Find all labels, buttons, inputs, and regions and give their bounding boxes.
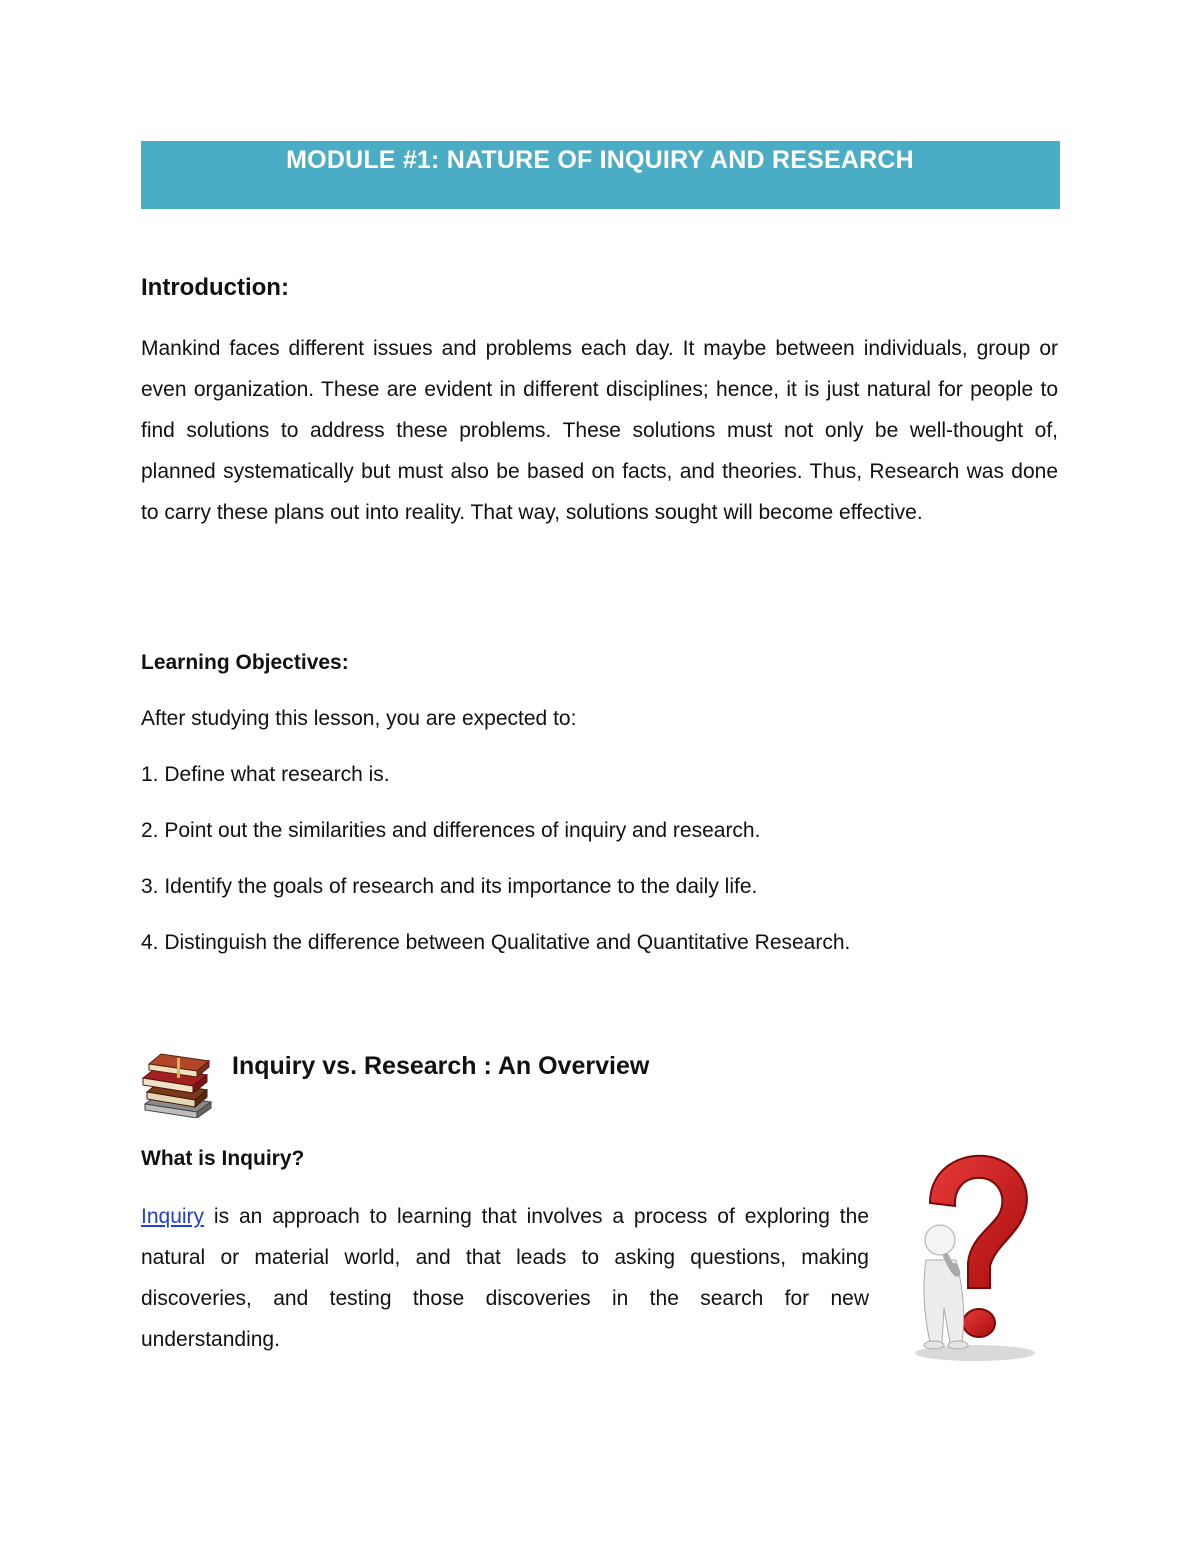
objective-item: 2. Point out the similarities and differences of inquiry and research. (141, 819, 761, 842)
objective-item: 4. Distinguish the difference between Qualitative and Quantitative Research. (141, 931, 851, 954)
objective-item: 1. Define what research is. (141, 763, 390, 786)
inquiry-paragraph (141, 1196, 869, 1360)
question-mark-figure-icon (900, 1148, 1040, 1368)
objectives-heading: Learning Objectives: (141, 651, 349, 674)
overview-heading: Inquiry vs. Research : An Overview (232, 1052, 650, 1080)
module-title: MODULE #1: NATURE OF INQUIRY AND RESEARCH (286, 146, 914, 174)
objective-item: 3. Identify the goals of research and its importance to the daily life. (141, 875, 758, 898)
inquiry-link[interactable]: Inquiry (141, 1205, 205, 1228)
introduction-heading: Introduction: (141, 274, 289, 301)
books-icon (137, 1048, 217, 1118)
objectives-lead: After studying this lesson, you are expected to: (141, 707, 577, 730)
introduction-paragraph: Mankind faces different issues and problems each day. It maybe between individuals, group or even organization. These are evident in different disciplines; hence, it is just natural for people to find solutions to address these problems. These solutions must not only be well-thought of, planned systematically but must also be based on facts, and theories. Thus, Research was done to carry these plans out into reality. That way, solutions sought will become effective. (141, 337, 1058, 524)
inquiry-definition: is an approach to learning that involves a process of exploring the natural or material world, and that leads to asking questions, making discoveries, and testing those discoveries in the search for new understanding. (141, 1205, 869, 1351)
what-is-inquiry-heading: What is Inquiry? (141, 1147, 305, 1170)
